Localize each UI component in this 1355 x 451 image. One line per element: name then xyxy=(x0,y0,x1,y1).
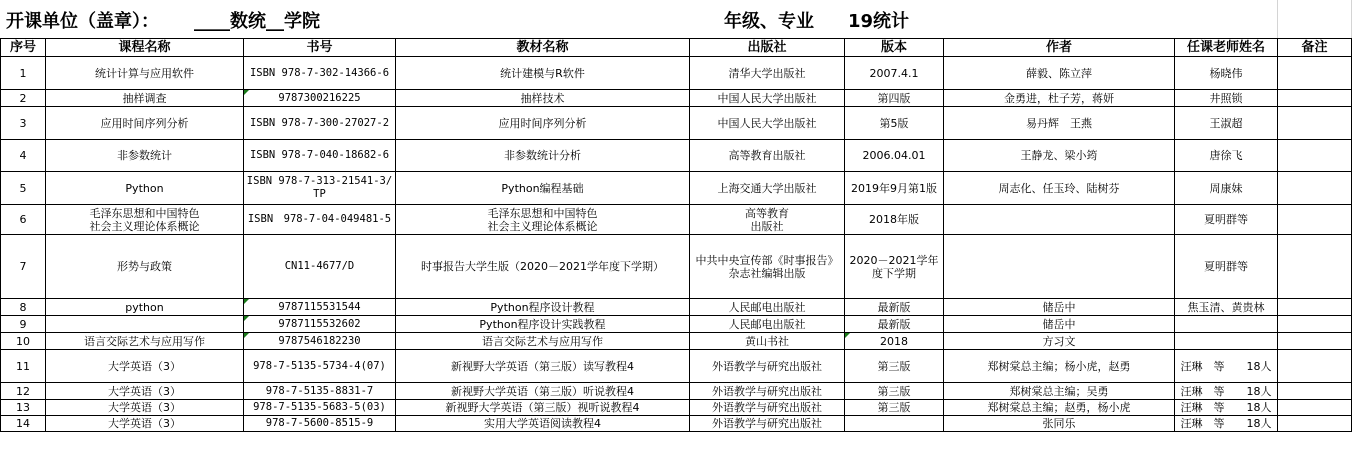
cell-title[interactable]: 统计建模与R软件 xyxy=(396,57,690,90)
col-header-edition[interactable]: 版本 xyxy=(845,39,944,57)
table-row xyxy=(1,140,1352,172)
cell-author[interactable]: 易丹辉 王燕 xyxy=(944,107,1175,140)
cell-author[interactable]: 周志化、任玉玲、陆树芬 xyxy=(944,172,1175,205)
cell-edition[interactable]: 第四版 xyxy=(845,90,944,107)
cell-isbn[interactable]: CN11-4677/D xyxy=(244,235,396,299)
cell-course[interactable]: 大学英语（3） xyxy=(46,383,244,400)
cell-isbn[interactable]: ISBN 978-7-302-14366-6 xyxy=(244,57,396,90)
cell-teacher[interactable]: 汪琳 等 18人 xyxy=(1175,400,1278,416)
cell-no[interactable]: 7 xyxy=(1,235,46,299)
table-row xyxy=(1,400,1352,416)
cell-course[interactable]: 大学英语（3） xyxy=(46,350,244,383)
cell-title[interactable]: 语言交际艺术与应用写作 xyxy=(396,333,690,350)
cell-author[interactable]: 王静龙、梁小筠 xyxy=(944,140,1175,172)
cell-no[interactable]: 12 xyxy=(1,383,46,400)
cell-author[interactable]: 郑树棠总主编；赵勇，杨小虎 xyxy=(944,400,1175,416)
cell-note[interactable] xyxy=(1278,57,1352,90)
cell-author[interactable]: 金勇进，杜子芳，蒋妍 xyxy=(944,90,1175,107)
cell-course[interactable]: 毛泽东思想和中国特色 社会主义理论体系概论 xyxy=(46,205,244,235)
cell-course[interactable]: 统计计算与应用软件 xyxy=(46,57,244,90)
cell-note[interactable] xyxy=(1278,416,1352,432)
cell-title[interactable]: Python编程基础 xyxy=(396,172,690,205)
table-row xyxy=(1,383,1352,400)
cell-publisher[interactable]: 外语教学与研究出版社 xyxy=(690,350,845,383)
cell-publisher[interactable]: 中国人民大学出版社 xyxy=(690,107,845,140)
cell-edition[interactable]: 最新版 xyxy=(845,316,944,333)
cell-note[interactable] xyxy=(1278,299,1352,316)
cell-edition[interactable]: 第三版 xyxy=(845,350,944,383)
cell-no[interactable]: 5 xyxy=(1,172,46,205)
cell-title[interactable]: 实用大学英语阅读教程4 xyxy=(396,416,690,432)
cell-no[interactable]: 11 xyxy=(1,350,46,383)
cell-author[interactable]: 郑树棠总主编；杨小虎，赵勇 xyxy=(944,350,1175,383)
cell-teacher[interactable]: 周康妹 xyxy=(1175,172,1278,205)
cell-title[interactable]: Python程序设计教程 xyxy=(396,299,690,316)
cell-edition[interactable]: 第三版 xyxy=(845,383,944,400)
cell-note[interactable] xyxy=(1278,140,1352,172)
cell-isbn[interactable]: ISBN 978-7-040-18682-6 xyxy=(244,140,396,172)
cell-isbn[interactable]: ISBN 978-7-04-049481-5 xyxy=(244,205,396,235)
cell-teacher[interactable] xyxy=(1175,333,1278,350)
cell-title[interactable]: 抽样技术 xyxy=(396,90,690,107)
col-header-isbn[interactable]: 书号 xyxy=(244,39,396,57)
grade-label: 年级、专业 xyxy=(724,11,814,32)
cell-course[interactable]: 大学英语（3） xyxy=(46,400,244,416)
cell-publisher[interactable]: 人民邮电出版社 xyxy=(690,316,845,333)
cell-no[interactable]: 3 xyxy=(1,107,46,140)
cell-edition[interactable]: 2018 xyxy=(845,333,944,350)
unit-value[interactable]: ____数统__学院 xyxy=(194,11,320,32)
col-header-teacher[interactable]: 任课老师姓名 xyxy=(1175,39,1278,57)
cell-publisher[interactable]: 上海交通大学出版社 xyxy=(690,172,845,205)
cell-note[interactable] xyxy=(1278,400,1352,416)
cell-author[interactable]: 薛毅、陈立萍 xyxy=(944,57,1175,90)
textbook-table xyxy=(0,38,1352,432)
cell-course[interactable]: python xyxy=(46,299,244,316)
cell-teacher[interactable]: 夏明群等 xyxy=(1175,235,1278,299)
cell-publisher[interactable]: 人民邮电出版社 xyxy=(690,299,845,316)
cell-edition[interactable]: 最新版 xyxy=(845,299,944,316)
cell-publisher[interactable]: 中国人民大学出版社 xyxy=(690,90,845,107)
table-row xyxy=(1,57,1352,90)
cell-teacher[interactable]: 焦玉清、黄贵林 xyxy=(1175,299,1278,316)
cell-note[interactable] xyxy=(1278,316,1352,333)
col-header-publisher[interactable]: 出版社 xyxy=(690,39,845,57)
cell-note[interactable] xyxy=(1278,383,1352,400)
col-header-no[interactable]: 序号 xyxy=(1,39,46,57)
col-header-author[interactable]: 作者 xyxy=(944,39,1175,57)
cell-note[interactable] xyxy=(1278,333,1352,350)
gridline xyxy=(1277,0,1278,38)
cell-title[interactable]: 毛泽东思想和中国特色 社会主义理论体系概论 xyxy=(396,205,690,235)
cell-course[interactable]: Python xyxy=(46,172,244,205)
cell-edition[interactable]: 第5版 xyxy=(845,107,944,140)
cell-title[interactable]: 新视野大学英语（第三版）读写教程4 xyxy=(396,350,690,383)
sheet-header xyxy=(0,0,1355,38)
cell-course[interactable]: 应用时间序列分析 xyxy=(46,107,244,140)
cell-no[interactable]: 14 xyxy=(1,416,46,432)
cell-no[interactable]: 8 xyxy=(1,299,46,316)
unit-label: 开课单位（盖章）： xyxy=(6,11,159,32)
cell-no[interactable]: 4 xyxy=(1,140,46,172)
cell-teacher[interactable]: 王淑超 xyxy=(1175,107,1278,140)
cell-title[interactable]: 应用时间序列分析 xyxy=(396,107,690,140)
table-row xyxy=(1,107,1352,140)
cell-teacher[interactable]: 唐徐飞 xyxy=(1175,140,1278,172)
cell-publisher[interactable]: 外语教学与研究出版社 xyxy=(690,383,845,400)
cell-title[interactable]: 新视野大学英语（第三版）视听说教程4 xyxy=(396,400,690,416)
cell-author[interactable] xyxy=(944,205,1175,235)
col-header-note[interactable]: 备注 xyxy=(1278,39,1352,57)
cell-no[interactable]: 1 xyxy=(1,57,46,90)
cell-edition[interactable]: 2007.4.1 xyxy=(845,57,944,90)
table-row xyxy=(1,316,1352,333)
cell-publisher[interactable]: 外语教学与研究出版社 xyxy=(690,400,845,416)
cell-isbn[interactable]: 9787115532602 xyxy=(244,316,396,333)
cell-teacher[interactable]: 杨晓伟 xyxy=(1175,57,1278,90)
cell-no[interactable]: 9 xyxy=(1,316,46,333)
cell-isbn[interactable]: 9787546182230 xyxy=(244,333,396,350)
cell-course[interactable]: 非参数统计 xyxy=(46,140,244,172)
table-row xyxy=(1,90,1352,107)
cell-course[interactable]: 形势与政策 xyxy=(46,235,244,299)
cell-note[interactable] xyxy=(1278,235,1352,299)
cell-isbn[interactable]: 9787300216225 xyxy=(244,90,396,107)
cell-isbn[interactable]: 9787115531544 xyxy=(244,299,396,316)
cell-publisher[interactable]: 清华大学出版社 xyxy=(690,57,845,90)
cell-edition[interactable]: 2006.04.01 xyxy=(845,140,944,172)
cell-title[interactable]: Python程序设计实践教程 xyxy=(396,316,690,333)
cell-title[interactable]: 时事报告大学生版（2020－2021学年度下学期） xyxy=(396,235,690,299)
table-row xyxy=(1,299,1352,316)
cell-no[interactable]: 2 xyxy=(1,90,46,107)
cell-author[interactable]: 方习文 xyxy=(944,333,1175,350)
cell-course[interactable] xyxy=(46,316,244,333)
cell-teacher[interactable]: 夏明群等 xyxy=(1175,205,1278,235)
cell-teacher[interactable]: 汪琳 等 18人 xyxy=(1175,350,1278,383)
cell-edition[interactable] xyxy=(845,416,944,432)
cell-author[interactable]: 储岳中 xyxy=(944,299,1175,316)
table-row xyxy=(1,172,1352,205)
cell-author[interactable] xyxy=(944,235,1175,299)
cell-publisher[interactable]: 高等教育 出版社 xyxy=(690,205,845,235)
cell-publisher[interactable]: 黄山书社 xyxy=(690,333,845,350)
table-row xyxy=(1,416,1352,432)
cell-teacher[interactable]: 汪琳 等 18人 xyxy=(1175,416,1278,432)
cell-publisher[interactable]: 外语教学与研究出版社 xyxy=(690,416,845,432)
cell-course[interactable]: 抽样调查 xyxy=(46,90,244,107)
cell-edition[interactable]: 2020－2021学年度下学期 xyxy=(845,235,944,299)
cell-author[interactable]: 张同乐 xyxy=(944,416,1175,432)
cell-no[interactable]: 10 xyxy=(1,333,46,350)
table-row xyxy=(1,235,1352,299)
cell-no[interactable]: 6 xyxy=(1,205,46,235)
cell-edition[interactable]: 2018年版 xyxy=(845,205,944,235)
cell-course[interactable]: 大学英语（3） xyxy=(46,416,244,432)
cell-isbn[interactable]: 978-7-5135-5734-4(07) xyxy=(244,350,396,383)
col-header-course[interactable]: 课程名称 xyxy=(46,39,244,57)
cell-teacher[interactable]: 井照锁 xyxy=(1175,90,1278,107)
cell-edition[interactable]: 2019年9月第1版 xyxy=(845,172,944,205)
cell-teacher[interactable] xyxy=(1175,316,1278,333)
cell-course[interactable]: 语言交际艺术与应用写作 xyxy=(46,333,244,350)
table-row xyxy=(1,350,1352,383)
cell-isbn[interactable]: ISBN 978-7-300-27027-2 xyxy=(244,107,396,140)
cell-author[interactable]: 郑树棠总主编；吴勇 xyxy=(944,383,1175,400)
grade-value[interactable]: 19统计 xyxy=(848,11,910,32)
header-row xyxy=(1,39,1352,57)
cell-publisher[interactable]: 中共中央宣传部《时事报告》杂志社编辑出版 xyxy=(690,235,845,299)
cell-note[interactable] xyxy=(1278,90,1352,107)
cell-author[interactable]: 储岳中 xyxy=(944,316,1175,333)
cell-isbn[interactable]: 978-7-5135-8831-7 xyxy=(244,383,396,400)
gridline xyxy=(1351,0,1352,38)
cell-title[interactable]: 新视野大学英语（第三版）听说教程4 xyxy=(396,383,690,400)
cell-edition[interactable]: 第三版 xyxy=(845,400,944,416)
cell-publisher[interactable]: 高等教育出版社 xyxy=(690,140,845,172)
cell-isbn[interactable]: ISBN 978-7-313-21541-3/TP xyxy=(244,172,396,205)
cell-no[interactable]: 13 xyxy=(1,400,46,416)
table-row xyxy=(1,333,1352,350)
cell-title[interactable]: 非参数统计分析 xyxy=(396,140,690,172)
cell-note[interactable] xyxy=(1278,350,1352,383)
cell-note[interactable] xyxy=(1278,205,1352,235)
cell-teacher[interactable]: 汪琳 等 18人 xyxy=(1175,383,1278,400)
cell-isbn[interactable]: 978-7-5600-8515-9 xyxy=(244,416,396,432)
cell-note[interactable] xyxy=(1278,107,1352,140)
cell-note[interactable] xyxy=(1278,172,1352,205)
cell-isbn[interactable]: 978-7-5135-5683-5(03) xyxy=(244,400,396,416)
col-header-title[interactable]: 教材名称 xyxy=(396,39,690,57)
table-row xyxy=(1,205,1352,235)
